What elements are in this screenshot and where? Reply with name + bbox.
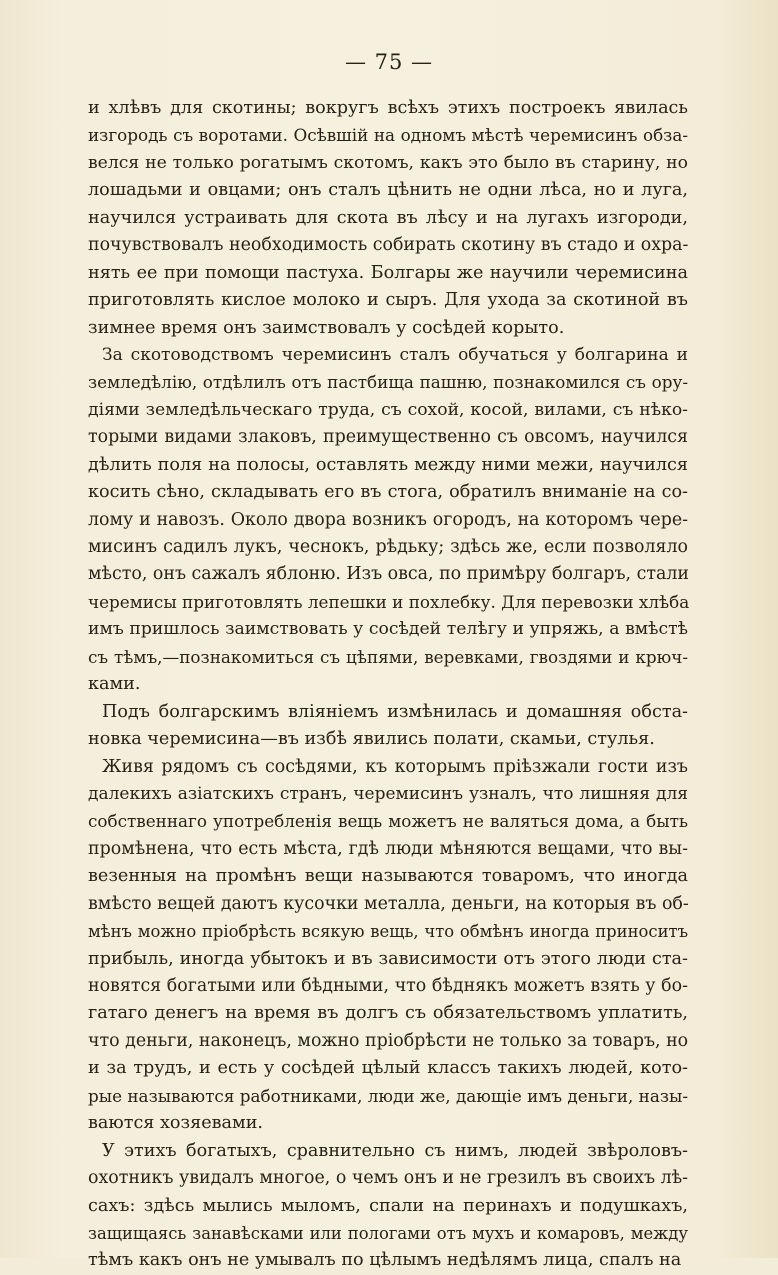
text-line: защищаясь занавѣсками или пологами отъ мухъ и комаровъ, между <box>88 1223 688 1243</box>
text-line: мисинъ садилъ лукъ, чеснокъ, рѣдьку; здѣсь же, если позволяло <box>88 537 688 557</box>
text-line: ками. <box>88 674 141 695</box>
text-line: научился устраивать для скота въ лѣсу и на лугахъ изгороди, <box>88 207 688 228</box>
text-line: рые называются работниками, люди же, дающіе имъ деньги, назы- <box>88 1085 688 1106</box>
text-line: мѣнъ можно пріобрѣсть всякую вещь, что обмѣнъ иногда приноситъ <box>88 922 688 942</box>
text-line: У этихъ богатыхъ, сравнительно съ нимъ, людей звѣроловъ- <box>102 1140 688 1161</box>
text-line: За скотоводствомъ черемисинъ сталъ обучаться у болгарина и <box>102 344 688 365</box>
text-line: дѣлить поля на полосы, оставлять между ними межи, научился <box>88 454 688 475</box>
text-line: прибыль, иногда убытокъ и въ зависимости отъ этого люди ста- <box>88 948 688 969</box>
text-line: мѣсто, онъ сажалъ яблоню. Изъ овса, по примѣру болгаръ, стали <box>88 564 689 585</box>
body-text <box>88 95 688 1275</box>
text-line: діями земледѣльческаго труда, съ сохой, косой, вилами, съ нѣко- <box>88 399 688 420</box>
text-line: вмѣсто вещей даютъ кусочки металла, деньги, на которыя въ об- <box>88 893 689 914</box>
paragraph <box>88 699 688 754</box>
text-line: лошадьми и овцами; онъ сталъ цѣнить не одни лѣса, но и луга, <box>88 180 688 201</box>
text-line: новятся богатыми или бѣдными, что бѣднякъ можетъ взять у бо- <box>88 976 688 996</box>
text-line: съ тѣмъ,—познакомиться съ цѣпями, веревками, гвоздями и крюч- <box>88 646 688 667</box>
text-line: зимнее время онъ заимствовалъ у сосѣдей корыто. <box>88 317 565 338</box>
text-line: Живя рядомъ съ сосѣдями, къ которымъ пріѣзжали гости изъ <box>102 756 688 777</box>
text-line: лому и навозъ. Около двора возникъ огородъ, на которомъ чере- <box>88 509 688 530</box>
text-line: гатаго денегъ на время въ долгъ съ обязательствомъ уплатить, <box>88 1003 688 1024</box>
text-line: косить сѣно, складывать его въ стога, обратилъ вниманіе на со- <box>88 482 688 503</box>
text-line: изгородь съ воротами. Осѣвшій на одномъ мѣстѣ черемисинъ обза- <box>88 125 688 146</box>
text-line: Подъ болгарскимъ вліяніемъ измѣнилась и домашняя обста- <box>102 701 688 722</box>
text-line: сахъ: здѣсь мылись мыломъ, спали на перинахъ и подушкахъ, <box>88 1195 688 1216</box>
text-line: почувствовалъ необходимость собирать скотину въ стадо и охра- <box>88 235 689 256</box>
text-line: далекихъ азіатскихъ странъ, черемисинъ узналъ, что лишняя для <box>88 783 688 804</box>
text-line: торыми видами злаковъ, преимущественно съ овсомъ, научился <box>88 427 688 448</box>
paragraph <box>88 342 688 699</box>
text-line: нять ее при помощи пастуха. Болгары же научили черемисина <box>88 262 688 283</box>
text-line: новка черемисина—въ избѣ явились полати, скамьи, стулья. <box>88 729 655 750</box>
text-line: земледѣлію, отдѣлилъ отъ пастбища пашню, познакомился съ ору- <box>88 372 688 393</box>
text-line: и хлѣвъ для скотины; вокругъ всѣхъ этихъ построекъ явилась <box>88 98 688 118</box>
text-line: охотникъ увидалъ многое, о чемъ онъ и не грезилъ въ своихъ лѣ- <box>88 1168 688 1189</box>
text-line: имъ пришлось заимствовать у сосѣдей телѣгу и упряжь, а вмѣстѣ <box>88 619 688 640</box>
paragraph <box>88 1138 688 1275</box>
text-line: что деньги, наконецъ, можно пріобрѣсти не только за товаръ, но <box>88 1030 689 1051</box>
text-line: ваются хозяевами. <box>88 1113 264 1134</box>
text-line: везенныя на промѣнъ вещи называются товаромъ, что иногда <box>88 866 688 887</box>
text-line: тѣмъ какъ онъ не умывалъ по цѣлымъ недѣлямъ лица, спалъ на <box>88 1250 682 1271</box>
text-line: приготовлять кислое молоко и сыръ. Для ухода за скотиной въ <box>88 290 688 311</box>
paragraph <box>88 95 688 342</box>
text-line: промѣнена, что есть мѣста, гдѣ люди мѣняются вещами, что вы- <box>88 838 688 859</box>
page-number: — 75 — <box>344 50 434 74</box>
paragraph <box>88 754 688 1138</box>
text-line: собственнаго употребленія вещь можетъ не валяться дома, а быть <box>88 811 688 832</box>
text-line: черемисы приготовлять лепешки и похлебку. Для перевозки хлѣба <box>88 591 690 612</box>
text-line: велся не только рогатымъ скотомъ, какъ это было въ старину, но <box>88 152 688 173</box>
text-line: и за трудъ, и есть у сосѣдей цѣлый классъ такихъ людей, кото- <box>88 1058 688 1079</box>
